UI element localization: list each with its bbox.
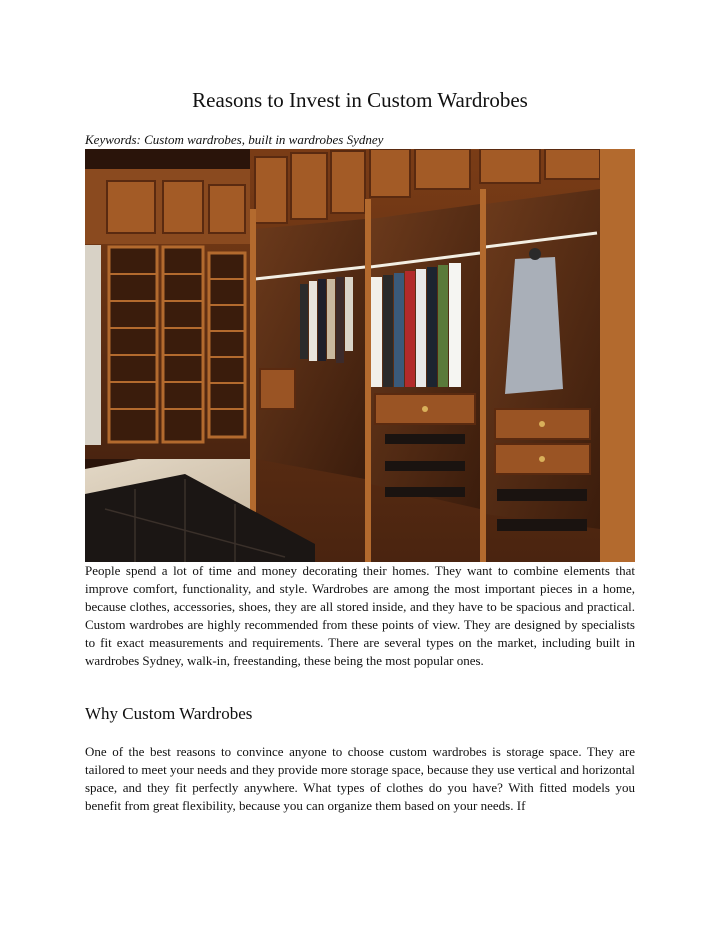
- intro-paragraph: People spend a lot of time and money decorating their homes. They want to combine elements that improve comfort, functionality, and style. Wardrobes are among the most important pieces in a home, because clothes, accessories, shoes, they are all stored inside, and they have to be spacious and practical. Custom wardrobes are highly recommended from these points of view. They are designed by specialists to fit exact measurements and requirements. There are several types on the market, including built in wardrobes Sydney, walk-in, freestanding, these being the most popular ones.: [85, 563, 635, 668]
- page-title: Reasons to Invest in Custom Wardrobes: [192, 88, 528, 112]
- wardrobe-photo: [85, 149, 635, 562]
- body-paragraph: One of the best reasons to convince anyone to choose custom wardrobes is storage space. They are tailored to meet your needs and they provide more storage space, because they use vertical and horizontal space, and they fit perfectly anywhere. What types of clothes do you have? With fitted models you benefit from great flexibility, because you can organize them based on your needs. If: [85, 744, 635, 813]
- wardrobe-illustration: [85, 149, 635, 562]
- keywords-line: Keywords: Custom wardrobes, built in wardrobes Sydney: [85, 132, 384, 147]
- section-heading: Why Custom Wardrobes: [85, 704, 253, 723]
